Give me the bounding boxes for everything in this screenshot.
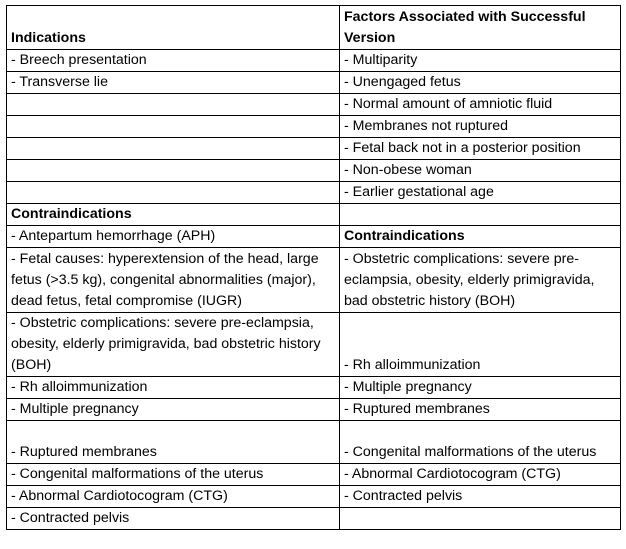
table-row	[7, 204, 621, 226]
table-row	[7, 486, 621, 508]
table-row	[7, 94, 621, 116]
table-cell: - Rh alloimmunization	[340, 313, 621, 377]
table-cell	[7, 138, 340, 160]
table-cell: - Contracted pelvis	[340, 486, 621, 508]
table-row	[7, 377, 621, 399]
table-cell: - Earlier gestational age	[340, 182, 621, 204]
table-row	[7, 464, 621, 486]
table-cell: - Abnormal Cardiotocogram (CTG)	[340, 464, 621, 486]
table-cell	[7, 182, 340, 204]
table-header-row	[7, 6, 621, 50]
table-cell: - Obstetric complications: severe pre-eclampsia, obesity, elderly primigravida, bad obstetric history (BOH)	[7, 313, 340, 377]
header-success-factors: Factors Associated with Successful Version	[340, 6, 621, 50]
table-row	[7, 226, 621, 248]
table-row	[7, 313, 621, 377]
table-cell: - Multiparity	[340, 50, 621, 72]
table-cell: - Ruptured membranes	[340, 399, 621, 421]
table-cell: - Unengaged fetus	[340, 72, 621, 94]
table-cell: - Obstetric complications: severe pre-eclampsia, obesity, elderly primigravida, bad obstetric history (BOH)	[340, 248, 621, 313]
table-row	[7, 116, 621, 138]
table-cell: - Rh alloimmunization	[7, 377, 340, 399]
table-cell: - Congenital malformations of the uterus	[340, 421, 621, 464]
table-cell: - Congenital malformations of the uterus	[7, 464, 340, 486]
table-row	[7, 138, 621, 160]
table-row	[7, 160, 621, 182]
header-indications: Indications	[7, 6, 340, 50]
table-cell: - Contracted pelvis	[7, 508, 340, 530]
table-cell: - Non-obese woman	[340, 160, 621, 182]
table-cell: - Antepartum hemorrhage (APH)	[7, 226, 340, 248]
table-row	[7, 248, 621, 313]
table-cell	[7, 116, 340, 138]
table-cell	[7, 94, 340, 116]
table-cell: - Breech presentation	[7, 50, 340, 72]
table-row	[7, 421, 621, 464]
table-row	[7, 399, 621, 421]
table-cell	[340, 508, 621, 530]
table-cell: - Ruptured membranes	[7, 421, 340, 464]
contraindications-heading-right: Contraindications	[340, 226, 621, 248]
table-cell: - Multiple pregnancy	[340, 377, 621, 399]
table-cell	[340, 204, 621, 226]
table-cell: - Fetal back not in a posterior position	[340, 138, 621, 160]
table-row	[7, 72, 621, 94]
table-row	[7, 182, 621, 204]
table-cell	[7, 160, 340, 182]
table-cell: - Multiple pregnancy	[7, 399, 340, 421]
table-row	[7, 50, 621, 72]
table-cell: - Transverse lie	[7, 72, 340, 94]
table-cell: - Normal amount of amniotic fluid	[340, 94, 621, 116]
indications-table	[6, 5, 621, 530]
table-row	[7, 508, 621, 530]
contraindications-heading-left: Contraindications	[7, 204, 340, 226]
table-cell: - Membranes not ruptured	[340, 116, 621, 138]
table-cell: - Abnormal Cardiotocogram (CTG)	[7, 486, 340, 508]
table-cell: - Fetal causes: hyperextension of the head, large fetus (>3.5 kg), congenital abnormalities (major), dead fetus, fetal compromise (IUGR)	[7, 248, 340, 313]
